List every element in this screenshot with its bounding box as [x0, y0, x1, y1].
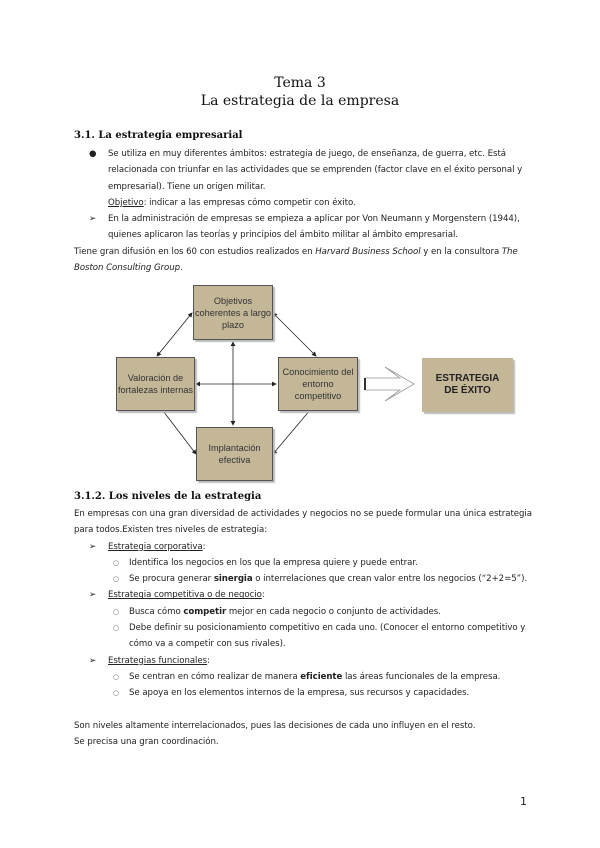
circle-bullet-icon: ○	[113, 672, 120, 681]
sub-item: ○ Debe definir su posicionamiento competitivo en cada uno. (Conocer el entorno competitivo y cómo va a competir con sus rivales).	[74, 620, 534, 653]
section-heading: 3.1. La estrategia empresarial	[74, 130, 243, 141]
level-item: ➢ Estrategia competitiva o de negocio:	[74, 587, 534, 603]
paragraph: En empresas con una gran diversidad de actividades y negocios no se puede formular una única estrategia para todos.Existen tres niveles de estrategia:	[74, 509, 532, 536]
arrow-bullet-icon: ➢	[89, 541, 97, 552]
sub-item: ○ Identifica los negocios en los que la empresa quiere y puede entrar.	[74, 555, 534, 571]
section2-body	[74, 506, 534, 750]
arrow-bullet-icon: ➢	[89, 655, 97, 666]
list-item: ● Se utiliza en muy diferentes ámbitos: estrategia de juego, de enseñanza, de guerra, etc. Está relacionada con triunfar en las actividades que se emprenden (factor clave en el éxito personal y empresarial). Tiene un origen militar. Objetivo: indicar a las empresas cómo competir con éxito.	[74, 146, 534, 211]
diagram-box-result: ESTRATEGIA DE ÉXITO	[422, 358, 513, 412]
sub-item: ○ Se apoya en los elementos internos de la empresa, sus recursos y capacidades.	[74, 685, 534, 701]
section-heading: 3.1.2. Los niveles de la estrategia	[74, 491, 262, 502]
sub-item: ○ Busca cómo competir mejor en cada negocio o conjunto de actividades.	[74, 604, 534, 620]
sub-item: ○ Se procura generar sinergia o interrelaciones que crean valor entre los negocios (“2+2=5”).	[74, 571, 534, 587]
level-item: ➢ Estrategia corporativa:	[74, 539, 534, 555]
page-number: 1	[520, 795, 527, 808]
level-item: ➢ Estrategias funcionales:	[74, 653, 534, 669]
diagram-box-objetivos: Objetivos coherentes a largo plazo	[193, 285, 273, 340]
sub-item: ○ Se centran en cómo realizar de manera eficiente las áreas funcionales de la empresa.	[74, 669, 534, 685]
list-item: ➢ En la administración de empresas se empieza a aplicar por Von Neumann y Morgenstern (1944), quienes aplicaron las teorías y principios del ámbito militar al ámbito empresarial.	[74, 211, 534, 244]
bullet-icon: ●	[89, 149, 97, 159]
circle-bullet-icon: ○	[113, 575, 120, 584]
circle-bullet-icon: ○	[113, 558, 120, 567]
diagram-box-conocimiento: Conocimiento del entorno competitivo	[278, 357, 358, 411]
doc-subtitle: La estrategia de la empresa	[200, 93, 400, 109]
paragraph: Tiene gran difusión en los 60 con estudios realizados en Harvard Business School y en la consultora The Boston Consulting Group.	[74, 246, 518, 274]
paragraph: Se precisa una gran coordinación.	[74, 736, 219, 747]
levels-list	[74, 539, 534, 702]
doc-title: Tema 3	[274, 75, 326, 91]
diagram-box-implantacion: Implantación efectiva	[196, 427, 273, 481]
arrow-bullet-icon: ➢	[89, 590, 97, 601]
circle-bullet-icon: ○	[113, 607, 120, 616]
diagram-box-valoracion: Valoración de fortalezas internas	[116, 357, 195, 411]
circle-bullet-icon: ○	[113, 689, 120, 698]
paragraph: Son niveles altamente interrelacionados, pues las decisiones de cada uno influyen en el resto.	[74, 720, 476, 731]
arrow-bullet-icon: ➢	[89, 214, 97, 225]
circle-bullet-icon: ○	[113, 624, 120, 633]
